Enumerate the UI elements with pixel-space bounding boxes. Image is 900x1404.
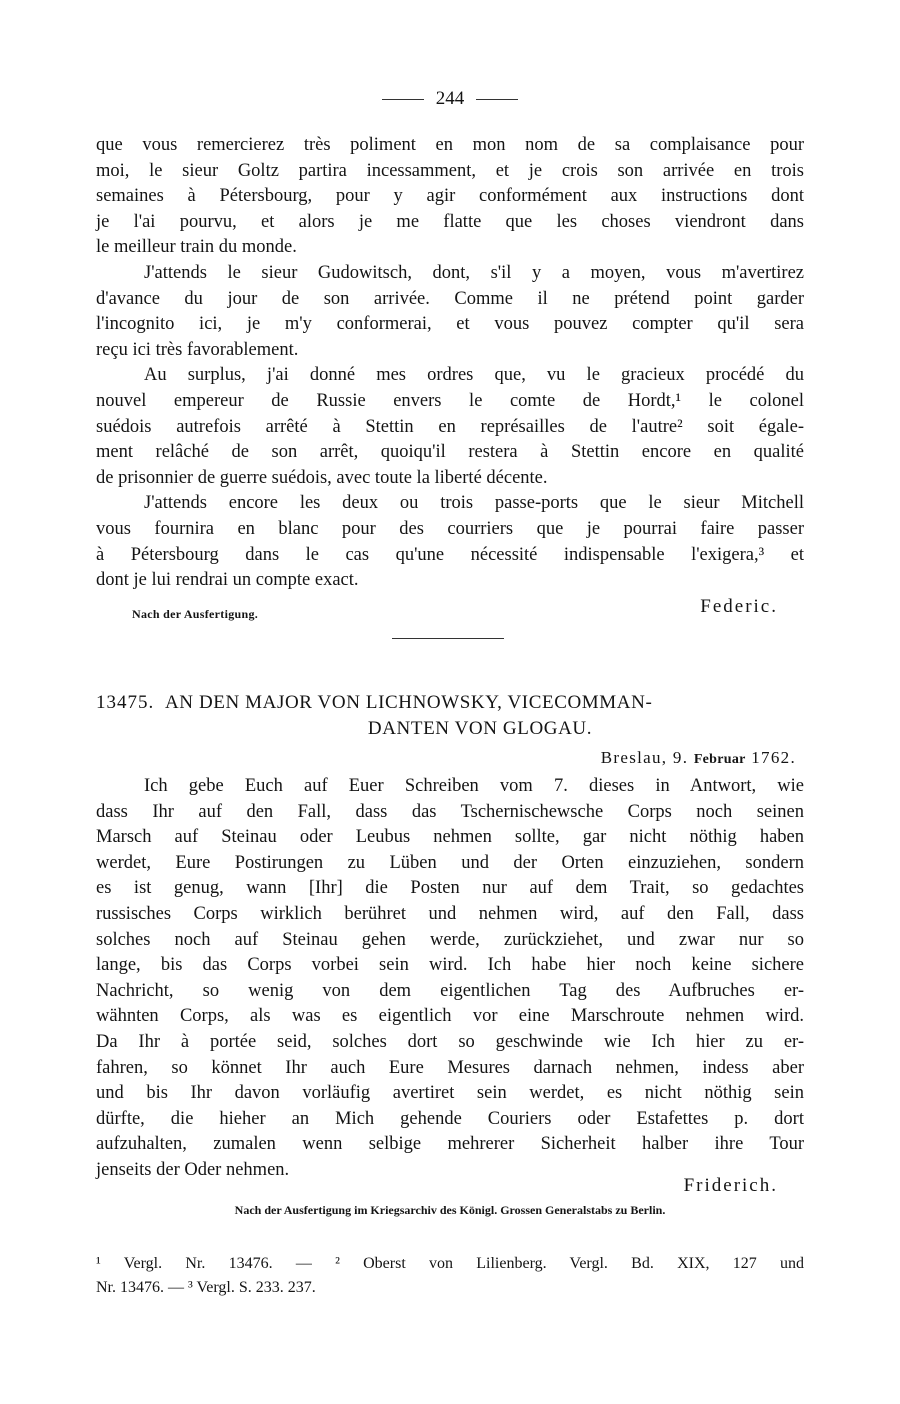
text-line: je l'ai pourvu, et alors je me flatte que les choses viendront dans: [96, 211, 804, 232]
text-line: und bis Ihr davon vorläufig avertiret sein werdet, es nicht nöthig sein: [96, 1083, 804, 1104]
text-line: dont je lui rendrai un compte exact.: [96, 570, 359, 591]
text-line: Da Ihr à portée seid, solches dort so geschwinde wie Ich hier zu er-: [96, 1031, 804, 1052]
text-line: aufzuhalten, zumalen wenn selbige mehrerer Sicherheit halber ihre Tour: [96, 1134, 804, 1155]
text-line: J'attends encore les deux ou trois passe-ports que le sieur Mitchell: [144, 493, 804, 514]
text-line: le meilleur train du monde.: [96, 237, 297, 258]
text-line: semaines à Pétersbourg, pour y agir conformément aux instructions dont: [96, 186, 804, 207]
text-line: à Pétersbourg dans le cas qu'une nécessité indispensable l'exigera,³ et: [96, 544, 804, 565]
letter-2-body: [96, 774, 804, 1184]
text-line: de prisonnier de guerre suédois, avec toute la liberté décente.: [96, 467, 548, 488]
text-line: vous fournira en blanc pour des courriers que je pourrai faire passer: [96, 518, 804, 539]
text-line: lange, bis das Corps vorbei sein wird. Ich habe hier noch keine sichere: [96, 955, 804, 976]
footnote-line-1: ¹ Vergl. Nr. 13476. — ² Oberst von Lilienberg. Vergl. Bd. XIX, 127 und: [96, 1255, 804, 1272]
text-line: dürfte, die hieher an Mich gehende Couriers oder Estafettes p. dort: [96, 1108, 804, 1129]
text-line: Nachricht, so wenig von dem eigentlichen Tag des Aufbruches er-: [96, 980, 804, 1001]
section-divider: [392, 638, 504, 639]
letter-1-body: [96, 133, 804, 594]
text-line: nouvel empereur de Russie envers le comte de Hordt,¹ le colonel: [96, 390, 804, 411]
text-line: jenseits der Oder nehmen.: [96, 1159, 290, 1180]
text-line: l'incognito ici, je m'y conformerai, et vous pouvez compter qu'il sera: [96, 314, 804, 335]
date-year: 1762.: [751, 748, 796, 767]
header-dash-right: [476, 99, 518, 100]
text-line: moi, le sieur Goltz partira incessamment, et je crois son arrivée en trois: [96, 160, 804, 181]
text-line: werdet, Eure Postirungen zu Lüben und der Orten einzuziehen, sondern: [96, 852, 804, 873]
letter-2-source-note: Nach der Ausfertigung im Kriegsarchiv des Königl. Grossen Generalstabs zu Berlin.: [234, 1203, 666, 1217]
page-number: 244: [435, 88, 465, 109]
text-line: es ist genug, wann [Ihr] die Posten nur auf dem Trait, so gedachtes: [96, 878, 804, 899]
text-line: solches noch auf Steinau gehen werde, zurückziehet, und zwar nur so: [96, 929, 804, 950]
text-line: wähnten Corps, als was es eigentlich vor eine Marschroute nehmen wird.: [96, 1006, 804, 1027]
text-line: suédois autrefois arrêté à Stettin en représailles de l'autre² soit égale-: [96, 416, 804, 437]
letter-1-source-note: Nach der Ausfertigung.: [132, 607, 259, 621]
text-line: que vous remercierez très poliment en mon nom de sa complaisance pour: [96, 135, 804, 155]
footnote-line-2: Nr. 13476. — ³ Vergl. S. 233. 237.: [96, 1279, 316, 1296]
letter-1-signature: Federic.: [700, 596, 778, 617]
text-line: fahren, so könnet Ihr auch Eure Mesures darnach nehmen, indess aber: [96, 1057, 804, 1078]
text-line: reçu ici très favorablement.: [96, 339, 299, 360]
page-number-header: [0, 88, 900, 110]
letter-2-signature: Friderich.: [683, 1175, 778, 1196]
header-dash-left: [382, 99, 424, 100]
text-line: J'attends le sieur Gudowitsch, dont, s'il y a moyen, vous m'avertirez: [144, 262, 804, 283]
date-month: Februar: [693, 752, 746, 767]
heading-line-1: AN DEN MAJOR VON LICHNOWSKY, VICECOMMAN-: [164, 692, 653, 713]
text-line: Marsch auf Steinau oder Leubus nehmen sollte, gar nicht nöthig haben: [96, 827, 804, 848]
heading-line-2: DANTEN VON GLOGAU.: [367, 718, 593, 739]
text-line: Ich gebe Euch auf Euer Schreiben vom 7. dieses in Antwort, wie: [144, 776, 804, 796]
letter-2-heading: [96, 690, 804, 742]
text-line: ment relâché de son arrêt, quoiqu'il restera à Stettin encore en qualité: [96, 442, 804, 463]
text-line: Au surplus, j'ai donné mes ordres que, vu le gracieux procédé du: [144, 365, 804, 386]
letter-2-dateline: [601, 748, 796, 768]
date-place: Breslau, 9.: [600, 748, 689, 767]
text-line: russisches Corps wirklich berühret und nehmen wird, auf den Fall, dass: [96, 903, 804, 924]
footnotes: [96, 1252, 804, 1300]
text-line: dass Ihr auf den Fall, dass das Tschernischewsche Corps noch seinen: [96, 801, 804, 822]
letter-number: 13475.: [96, 692, 155, 713]
text-line: d'avance du jour de son arrivée. Comme il ne prétend point garder: [96, 288, 804, 309]
